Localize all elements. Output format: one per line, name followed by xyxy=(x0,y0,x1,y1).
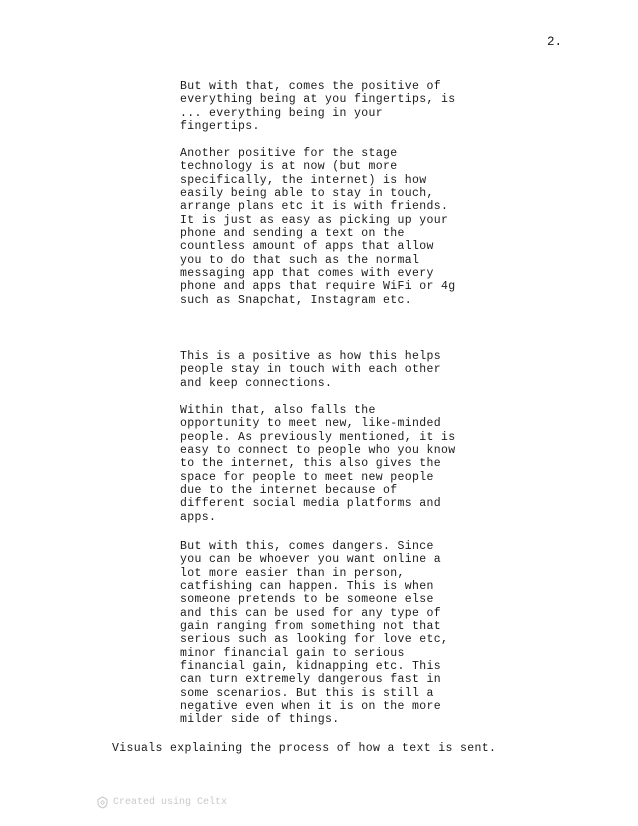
paragraph-fingertips: But with that, comes the positive of everything being at you fingertips, is ... everything being in your fingertips. xyxy=(180,80,456,134)
paragraph-staying-in-touch: Another positive for the stage technology is at now (but more specifically, the internet) is how easily being able to stay in touch, arrange plans etc it is with friends. It is just as easy as picking up your phone and sending a text on the countless amount of apps that allow you to do that such as the normal messaging app that comes with every phone and apps that require WiFi or 4g such as Snapchat, Instagram etc. xyxy=(180,147,456,307)
footer-text: Created using Celtx xyxy=(113,796,228,808)
footer-watermark xyxy=(97,796,227,809)
paragraph-dangers-catfishing: But with this, comes dangers. Since you can be whoever you want online a lot more easier than in person, catfishing can happen. This is when someone pretends to be someone else and this can be used for any type of gain ranging from something not that serious such as looking for love etc, minor financial gain to serious financial gain, kidnapping etc. This can turn extremely dangerous fast in some scenarios. But this is still a negative even when it is on the more milder side of things. xyxy=(180,540,449,727)
paragraph-meet-new-people: Within that, also falls the opportunity to meet new, like-minded people. As previously mentioned, it is easy to connect to people who you know to the internet, this also gives the space for people to meet new people due to the internet because of different social media platforms and apps. xyxy=(180,404,456,524)
visuals-caption: Visuals explaining the process of how a text is sent. xyxy=(112,742,497,755)
celtx-logo-icon xyxy=(97,796,108,809)
paragraph-keep-connections: This is a positive as how this helps people stay in touch with each other and keep connections. xyxy=(180,350,442,390)
page-number: 2. xyxy=(547,35,563,49)
